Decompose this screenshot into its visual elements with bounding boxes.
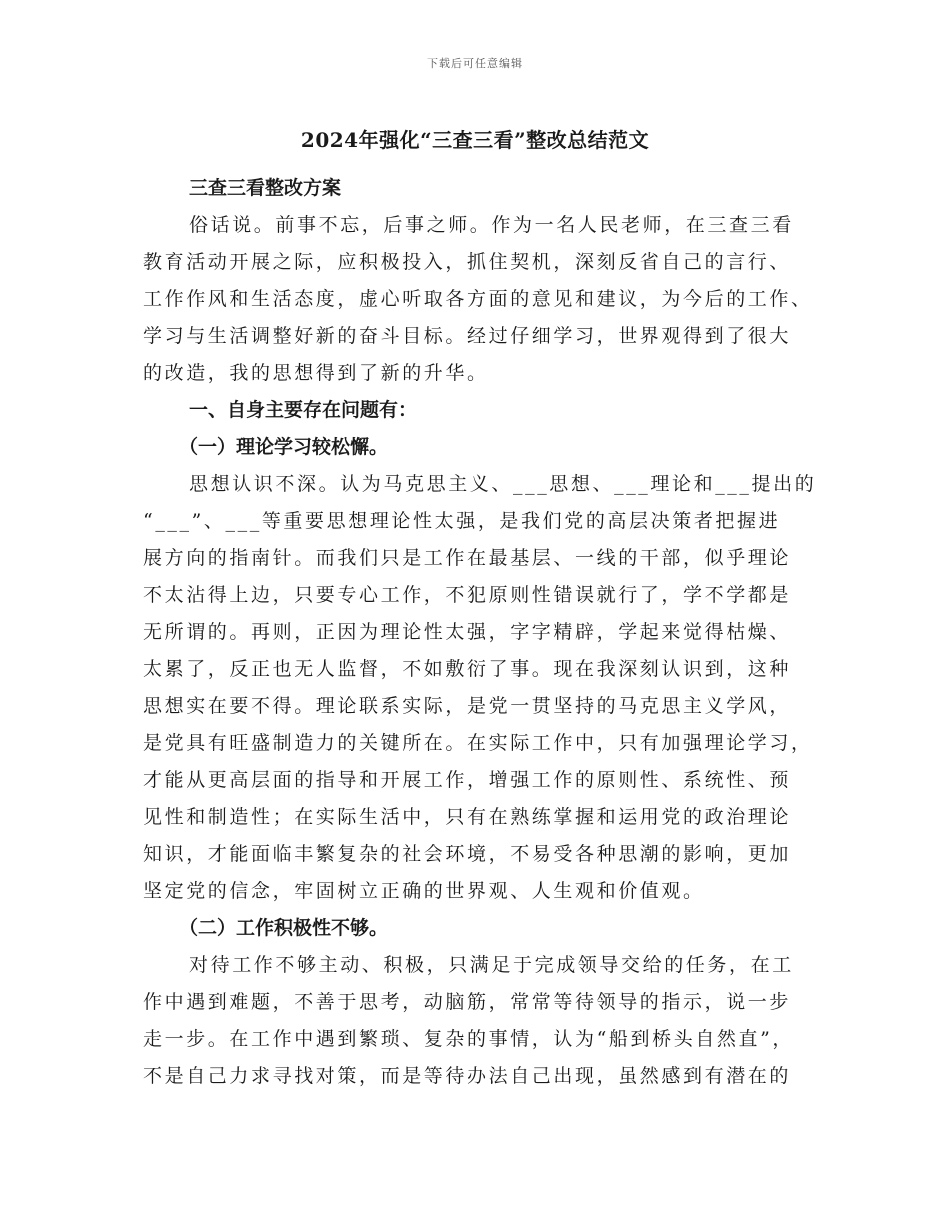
- work-attitude-paragraph: [143, 947, 811, 1095]
- paragraph-line: 不是自己力求寻找对策，而是等待办法自己出现，虽然感到有潜在的: [143, 1065, 792, 1087]
- paragraph-line: 太累了，反正也无人监督，不如敷衍了事。现在我深刻认识到，这种: [143, 658, 792, 680]
- document-title: 2024年强化“三查三看”整改总结范文: [300, 128, 650, 152]
- paragraph-line: 才能从更高层面的指导和开展工作，增强工作的原则性、系统性、预: [143, 769, 792, 791]
- subsection-heading-2: （二）工作积极性不够。: [179, 917, 389, 939]
- paragraph-line: 思想认识不深。认为马克思主义、___思想、___理论和___提出的: [189, 473, 817, 495]
- paragraph-line: 见性和制造性；在实际生活中，只有在熟练掌握和运用党的政治理论: [143, 806, 792, 828]
- paragraph-line: 知识，才能面临丰繁复杂的社会环境，不易受各种思潮的影响，更加: [143, 843, 792, 865]
- paragraph-line: 教育活动开展之际，应积极投入，抓住契机，深刻反省自己的言行、: [143, 251, 792, 273]
- intro-paragraph: [143, 207, 811, 392]
- paragraph-line: 不太沾得上边，只要专心工作，不犯原则性错误就行了，学不学都是: [143, 584, 792, 606]
- paragraph-line: 思想实在要不得。理论联系实际，是党一贯坚持的马克思主义学风，: [143, 695, 792, 717]
- document-body: [143, 170, 817, 1095]
- paragraph-line: 展方向的指南针。而我们只是工作在最基层、一线的干部，似乎理论: [143, 547, 792, 569]
- paragraph-line: 走一步。在工作中遇到繁琐、复杂的事情，认为“船到桥头自然直”，: [143, 1028, 795, 1050]
- paragraph-line: 对待工作不够主动、积极，只满足于完成领导交给的任务，在工: [189, 954, 794, 976]
- paragraph-line: 坚定党的信念，牢固树立正确的世界观、人生观和价值观。: [143, 880, 705, 902]
- paragraph-line: 的改造，我的思想得到了新的升华。: [143, 362, 489, 384]
- paragraph-line: 俗话说。前事不忘，后事之师。作为一名人民老师，在三查三看: [189, 214, 794, 236]
- problems-heading: 一、自身主要存在问题有：: [189, 399, 418, 421]
- theory-study-paragraph: [143, 466, 817, 910]
- paragraph-line: “___”、___等重要思想理论性太强，是我们党的高层决策者把握进: [143, 510, 781, 532]
- paragraph-line: 是党具有旺盛制造力的关键所在。在实际工作中，只有加强理论学习，: [143, 732, 813, 754]
- paragraph-line: 作中遇到难题，不善于思考，动脑筋，常常等待领导的指示，说一步: [143, 991, 792, 1013]
- section-heading: 三查三看整改方案: [189, 177, 342, 199]
- paragraph-line: 工作作风和生活态度，虚心听取各方面的意见和建议，为今后的工作、: [143, 288, 813, 310]
- subsection-heading-1: （一）理论学习较松懈。: [179, 436, 389, 458]
- header-note: 下载后可任意编辑: [427, 57, 523, 70]
- paragraph-line: 学习与生活调整好新的奋斗目标。经过仔细学习，世界观得到了很大: [143, 325, 792, 347]
- paragraph-line: 无所谓的。再则，正因为理论性太强，字字精辟，学起来觉得枯燥、: [143, 621, 792, 643]
